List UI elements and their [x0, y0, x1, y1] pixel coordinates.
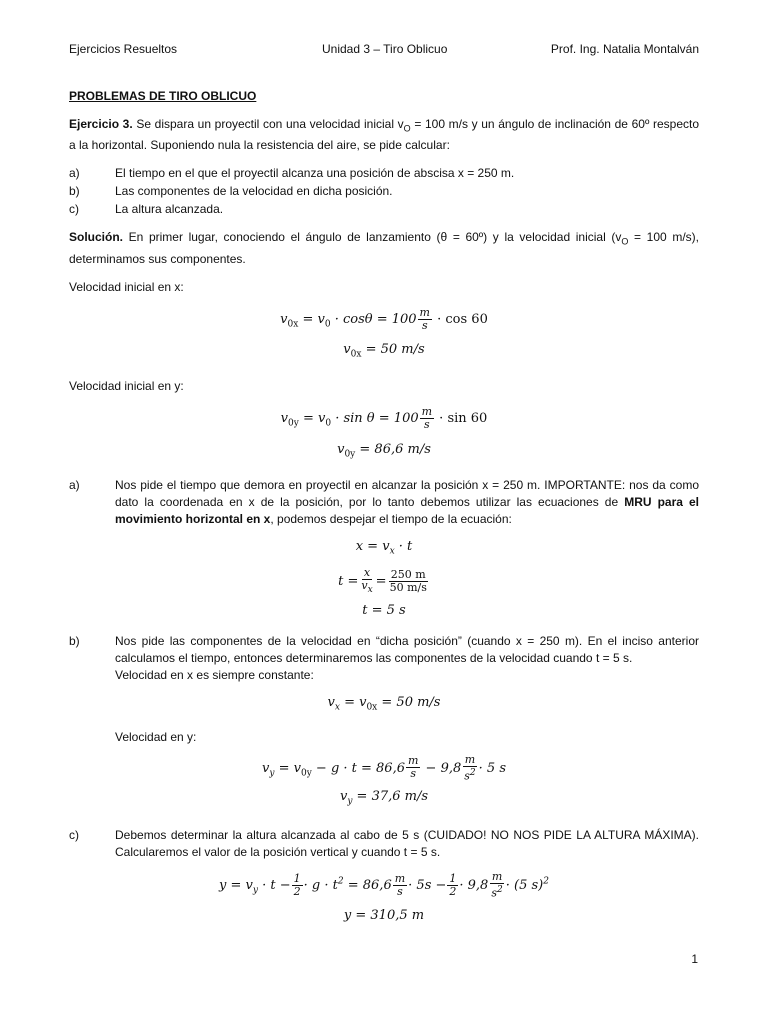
equation-v0y: $v_{0y} = v_0 \cdot \sin \theta = 100$ $\frac{m}{s}$ · sin 60	[280, 404, 488, 431]
header-right: Prof. Ing. Natalia Montalván	[550, 42, 699, 56]
frac-den: s	[421, 318, 428, 332]
part-c-text: Debemos determinar la altura alcanzada al cabo de 5 s (CUIDADO! NO NOS PIDE LA ALTURA MÁXIMA). Calcularemos el valor de la posición vertical y cuando t = 5 s.	[115, 827, 699, 859]
equation-v0x: $v_{0x} = v_0 \cdot \cos\theta = 100$ $\frac{m}{s}$ · cos 60	[280, 305, 488, 332]
frac-num: m	[491, 869, 503, 883]
frac-den: $s^2$	[464, 767, 476, 783]
part-a-bold: MRU para el movimiento horizontal en x	[115, 495, 699, 527]
eq-text: x = v	[355, 539, 390, 555]
part-c	[69, 827, 699, 861]
question-text: Las componentes de la velocidad en dicha posición.	[115, 184, 393, 199]
page-title: PROBLEMAS DE TIRO OBLICUO	[69, 89, 257, 103]
frac-num: m	[419, 305, 430, 319]
part-a-text-2: , podemos despejar el tiempo de la ecuación:	[270, 512, 512, 527]
equation-vy: $v_y = v_{0y} - g \cdot t = 86,6$ $\frac{m}{s}$ − 9,8 $\frac{m}{s^2}$ · 5 s	[262, 752, 506, 783]
part-label: a)	[69, 478, 80, 493]
eq-text: · sin 60	[435, 410, 488, 426]
question-label: c)	[69, 202, 79, 217]
frac-num: 250 m	[390, 567, 426, 581]
frac-den: s	[397, 884, 403, 898]
part-b	[69, 633, 699, 684]
question-text: La altura alcanzada.	[115, 202, 224, 217]
frac-den-text: s	[491, 886, 497, 900]
eq-text: · 5s −	[408, 877, 447, 893]
frac-den: 50 m/s	[389, 580, 427, 594]
fraction	[420, 406, 434, 431]
frac-den: s	[424, 417, 430, 431]
eq-text: · sin θ = 100	[331, 410, 419, 426]
eq-text: − g · t = 86,6	[311, 760, 405, 776]
fraction	[359, 567, 374, 596]
page-number: 1	[691, 952, 698, 966]
equation-t-result: t = 5 s	[362, 602, 406, 618]
eq-text: · g · t	[303, 877, 338, 893]
equation-vy-result: $v_y = 37,6$ m/s	[339, 789, 429, 807]
eq-text: · 5 s	[478, 760, 506, 776]
exercise-label: Ejercicio 3.	[69, 117, 133, 131]
equation-vx: $v_x = v_{0x} = 50$ m/s	[327, 694, 441, 713]
equation-t: t = $\frac{x}{v_x}$ = $\frac{250 m}{50 m/s}$	[338, 565, 427, 595]
part-a-text-1: Nos pide el tiempo que demora en proyectil en alcanzar la posición x = 250 m. IMPORTANTE: nos da como dato la coordenada en x de la posición, por lo tanto debemos utilizar las ecuaciones de	[115, 478, 699, 510]
fraction	[489, 871, 504, 900]
eq-text: = 86,6	[343, 877, 392, 893]
eq-text: y = v	[219, 877, 253, 893]
fraction	[418, 307, 432, 332]
equation-y-result: y = 310,5 m	[343, 908, 425, 924]
part-label: c)	[69, 827, 79, 842]
frac-den: 2	[449, 884, 457, 898]
equation-y: $y = v_y \cdot t$ − $\frac{1}{2}$ · $g \cdot t^2 = 86,6$ $\frac{m}{s}$ · 5s − $\frac{1}{2}$ · 9,8 $\frac{m}{s^2}$ · (5 s)$^2$	[219, 869, 549, 900]
question-label: b)	[69, 184, 80, 199]
question-list	[69, 165, 699, 218]
eq-text: − 9,8	[421, 760, 462, 776]
eq-text: · t −	[258, 877, 291, 893]
question-label: a)	[69, 166, 80, 181]
vx-label: Velocidad inicial en x:	[69, 279, 184, 294]
eq-text: · cosθ = 100	[330, 311, 417, 327]
frac-num: m	[464, 752, 476, 766]
equation-x: $x = v_x \cdot t$	[355, 539, 413, 557]
frac-den-text: s	[464, 769, 470, 783]
eq-text: t =	[338, 573, 359, 589]
frac-num: x	[363, 565, 371, 579]
frac-den: s	[410, 767, 417, 781]
fraction	[393, 873, 407, 898]
question-item	[69, 183, 699, 200]
fraction	[447, 873, 458, 898]
part-a-text	[115, 477, 699, 528]
exercise-sub: O	[403, 123, 411, 134]
solution-text-b: = 100 m/s), determinamos sus componentes.	[69, 230, 699, 266]
exercise-statement	[69, 116, 699, 154]
equation-v0x-result: $v_{0x} = 50$ m/s	[343, 342, 425, 360]
frac-den: $s^2$	[491, 884, 503, 900]
eq-text: = v	[298, 311, 325, 327]
question-item	[69, 165, 699, 182]
eq-text: = v	[298, 410, 326, 426]
eq-text: · (5 s)	[505, 877, 544, 893]
solution-intro	[69, 229, 699, 267]
fraction	[406, 755, 420, 780]
header-left: Ejercicios Resueltos	[69, 42, 178, 56]
frac-num: m	[421, 404, 433, 418]
vy-section-label: Velocidad en y:	[115, 729, 197, 744]
exercise-text-b: = 100 m/s y un ángulo de inclinación de 60º respecto a la horizontal. Suponiendo nula la resistencia del aire, se pide calcular:	[69, 117, 700, 153]
header-center: Unidad 3 – Tiro Oblicuo	[322, 42, 448, 56]
eq-text: = 86,6 m/s	[355, 441, 431, 457]
vy-label: Velocidad inicial en y:	[69, 378, 184, 393]
document-body	[69, 88, 699, 924]
fraction	[292, 873, 303, 898]
frac-den: $v_x$	[361, 578, 373, 595]
part-b-text	[115, 633, 699, 684]
exercise-text-a: Se dispara un proyectil con una velocidad inicial v	[132, 117, 404, 131]
part-b-text-1: Nos pide las componentes de la velocidad en “dicha posición” (cuando x = 250 m). En el inciso anterior calculamos el tiempo, entonces determinaremos las componentes de la velocidad cuando t = 5 s.	[115, 633, 699, 665]
frac-den-text: v	[361, 578, 368, 592]
fraction	[388, 569, 429, 594]
eq-text: = 37,6 m/s	[352, 789, 429, 805]
part-a	[69, 477, 699, 528]
solution-text-a: En primer lugar, conociendo el ángulo de lanzamiento (θ = 60º) y la velocidad inicial (v	[123, 230, 622, 245]
fraction	[462, 754, 477, 783]
part-label: b)	[69, 633, 80, 648]
eq-text: = 50 m/s	[361, 342, 425, 358]
question-item	[69, 201, 699, 218]
eq-text: = 50 m/s	[377, 694, 441, 710]
eq-text: · 9,8	[459, 877, 489, 893]
solution-sub: O	[621, 236, 629, 247]
frac-num: m	[407, 754, 419, 768]
frac-num: 1	[449, 871, 457, 885]
equation-v0y-result: $v_{0y} = 86,6$ m/s	[337, 441, 431, 460]
part-b-text-2: Velocidad en x es siempre constante:	[115, 667, 314, 682]
solution-label: Solución.	[69, 230, 123, 245]
question-text: El tiempo en el que el proyectil alcanza una posición de abscisa x = 250 m.	[115, 166, 515, 181]
eq-text: · t	[394, 539, 413, 555]
frac-den: 2	[293, 884, 301, 898]
frac-num: 1	[293, 871, 301, 885]
eq-text: · cos 60	[432, 311, 488, 327]
frac-num: m	[394, 871, 406, 885]
